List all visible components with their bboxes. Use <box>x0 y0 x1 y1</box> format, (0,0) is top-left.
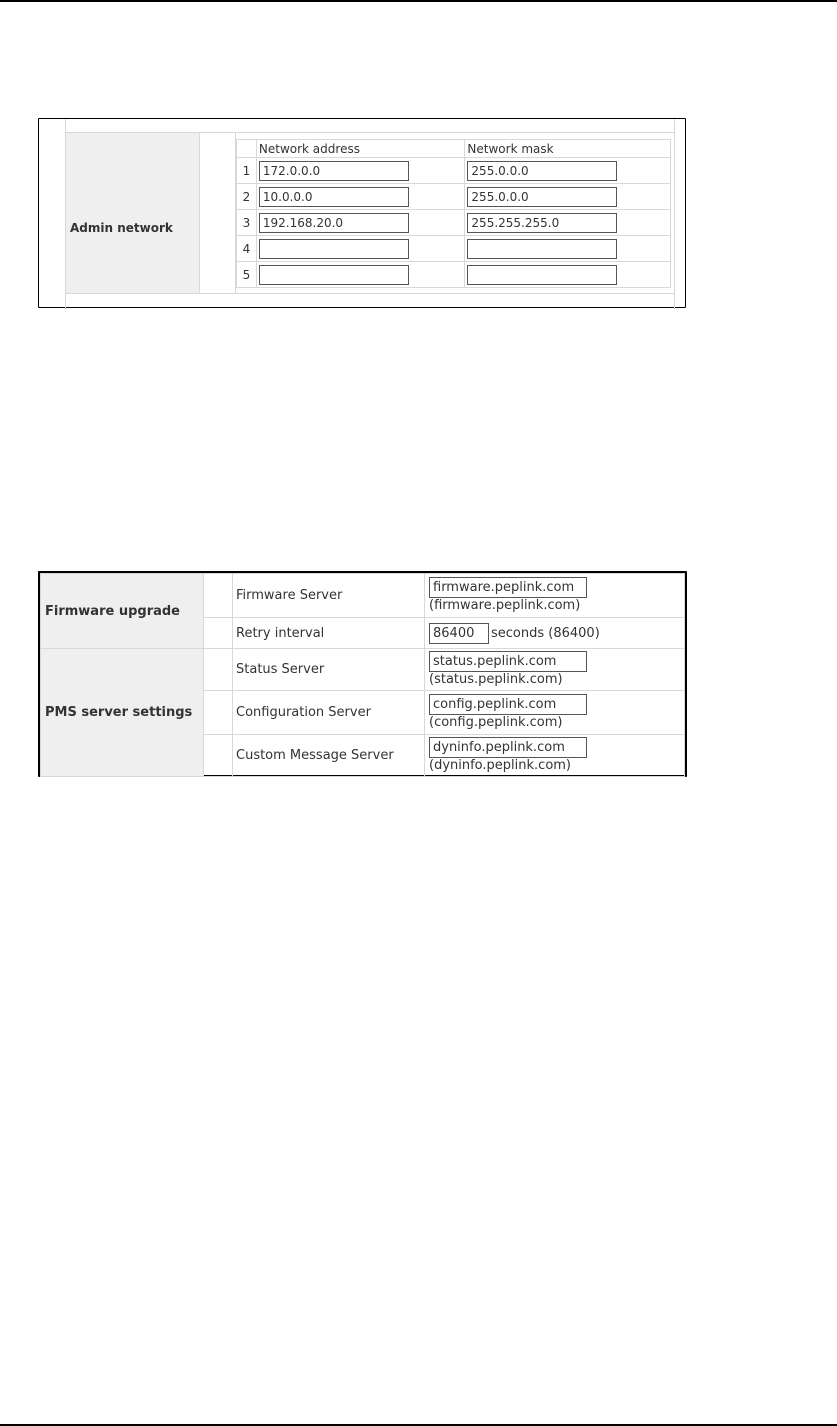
status-server-input[interactable]: status.peplink.com <box>429 651 587 672</box>
network-address-input-4[interactable] <box>259 239 409 259</box>
custom-message-server-default: (dyninfo.peplink.com) <box>429 758 572 773</box>
firmware-upgrade-label: Firmware upgrade <box>41 574 204 649</box>
retry-interval-input[interactable]: 86400 <box>429 623 489 644</box>
firmware-server-default: (firmware.peplink.com) <box>429 598 581 613</box>
table-row <box>237 210 671 236</box>
admin-network-header-row <box>237 140 671 158</box>
configuration-server-input[interactable]: config.peplink.com <box>429 694 587 715</box>
admin-network-panel <box>38 118 686 308</box>
page-top-rule <box>0 0 837 2</box>
configuration-server-default: (config.peplink.com) <box>429 715 563 730</box>
network-mask-input-5[interactable] <box>467 265 617 285</box>
table-row <box>237 158 671 184</box>
network-address-input-1[interactable]: 172.0.0.0 <box>259 161 409 181</box>
row-index: 2 <box>237 184 257 210</box>
admin-network-label-cell <box>66 133 200 293</box>
row-index: 1 <box>237 158 257 184</box>
custom-message-server-input[interactable]: dyninfo.peplink.com <box>429 737 587 758</box>
table-row <box>41 649 685 691</box>
table-row <box>237 184 671 210</box>
admin-network-label: Admin network <box>70 221 173 235</box>
firmware-server-input[interactable]: firmware.peplink.com <box>429 577 587 598</box>
row-index: 3 <box>237 210 257 236</box>
server-settings-panel <box>38 571 687 777</box>
retry-interval-unit: seconds (86400) <box>491 625 600 641</box>
table-row <box>237 262 671 288</box>
admin-network-table <box>236 139 671 288</box>
table-row <box>41 574 685 618</box>
network-mask-input-4[interactable] <box>467 239 617 259</box>
configuration-server-label: Configuration Server <box>233 691 425 735</box>
network-address-header: Network address <box>256 140 465 158</box>
network-mask-input-3[interactable]: 255.255.255.0 <box>467 213 617 233</box>
network-mask-input-2[interactable]: 255.0.0.0 <box>467 187 617 207</box>
custom-message-server-label: Custom Message Server <box>233 735 425 777</box>
network-address-input-2[interactable]: 10.0.0.0 <box>259 187 409 207</box>
retry-interval-label: Retry interval <box>233 618 425 649</box>
status-server-label: Status Server <box>233 649 425 691</box>
network-address-input-5[interactable] <box>259 265 409 285</box>
network-address-input-3[interactable]: 192.168.20.0 <box>259 213 409 233</box>
server-settings-table <box>40 573 685 777</box>
status-server-default: (status.peplink.com) <box>429 672 563 687</box>
firmware-server-label: Firmware Server <box>233 574 425 618</box>
row-index: 5 <box>237 262 257 288</box>
table-row <box>237 236 671 262</box>
row-index: 4 <box>237 236 257 262</box>
network-mask-input-1[interactable]: 255.0.0.0 <box>467 161 617 181</box>
pms-server-settings-label: PMS server settings <box>41 649 204 777</box>
network-mask-header: Network mask <box>465 140 671 158</box>
